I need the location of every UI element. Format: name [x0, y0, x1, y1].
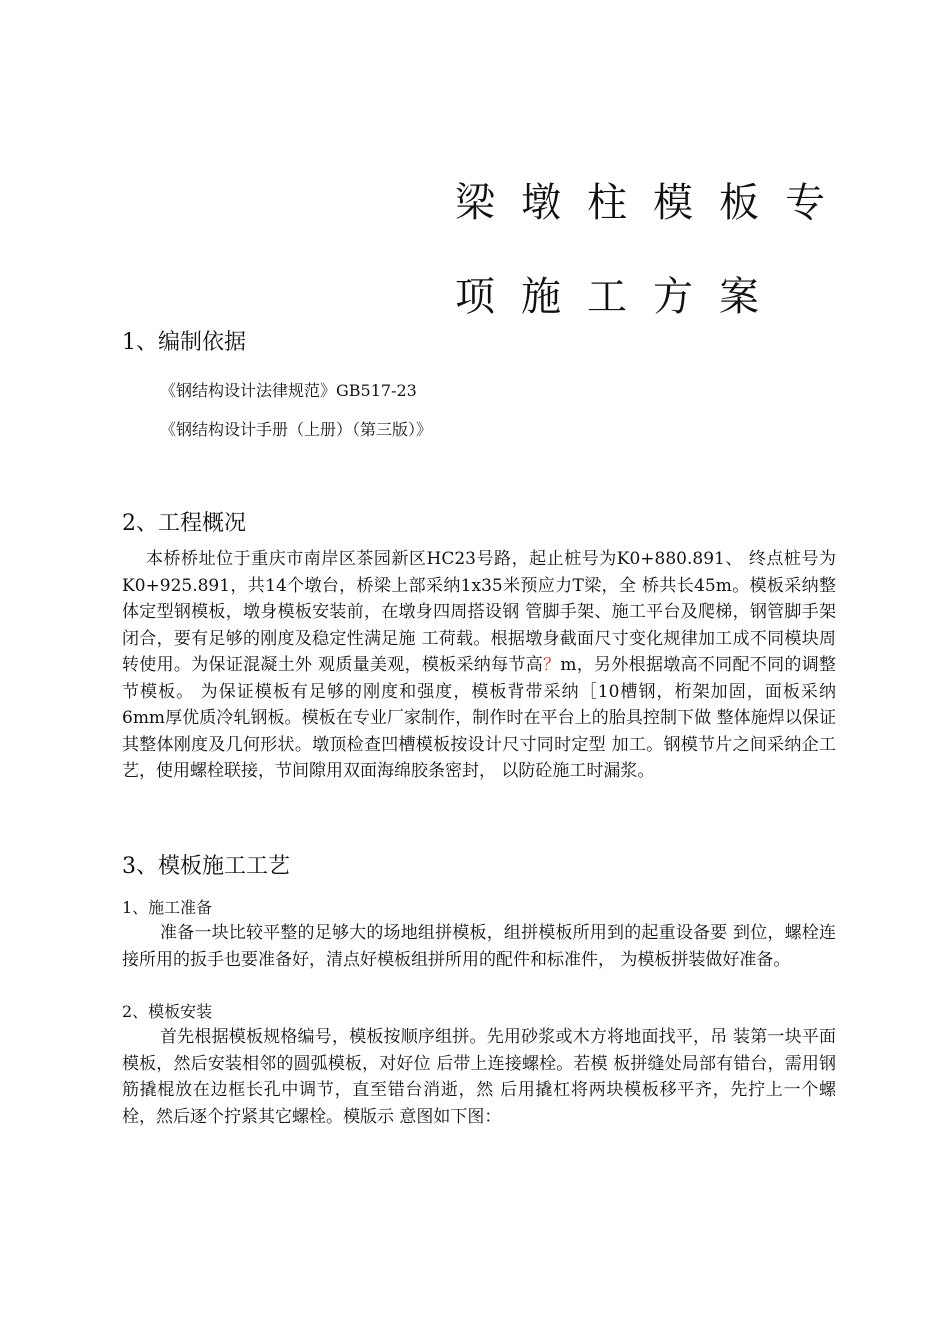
section-heading-basis: 1、编制依据 [122, 330, 246, 355]
subsection-heading-installation: 2、模板安装 [122, 1002, 213, 1021]
overview-text-part: 本桥桥址位于重庆市南岸区茶园新区HC23号路，起止桩号为K0+880.891、 终点桩号为K0+925.891，共14个墩台，桥梁上部采纳1x35米预应力T梁，全 桥共长45m。模板采纳整体定型钢模板，墩身模板安装前，在墩身四周搭设钢 管脚手架、施工平台及爬梯，钢管脚手架闭合，要有足够的刚度及稳定性满足施 工荷载。根据墩身截面尺寸变化规律加工成不同模块周转使用。为保证混凝土外 观质量美观，模板采纳每节高 [122, 549, 836, 675]
document-title-line-2: 项施工方案 [455, 274, 785, 320]
installation-paragraph: 首先根据模板规格编号，模板按顺序组拼。先用砂浆或木方将地面找平，吊 装第一块平面模板，然后安装相邻的圆弧模板，对好位 后带上连接螺栓。若模 板拼缝处局部有错台，需用钢筋撬棍放在边框长孔中调节，直至错台消逝，然 后用撬杠将两块模板移平齐，先拧上一个螺栓，然后逐个拧紧其它螺栓。模版示 意图如下图： [122, 1027, 836, 1127]
section-heading-overview: 2、工程概况 [122, 511, 246, 536]
unknown-value-marker: ？ [543, 655, 561, 675]
preparation-paragraph: 准备一块比较平整的足够大的场地组拼模板，组拼模板所用到的起重设备要 到位，螺栓连接所用的扳手也要准备好，清点好模板组拼所用的配件和标准件， 为模板拼装做好准备。 [122, 923, 836, 970]
overview-paragraph [122, 546, 836, 785]
reference-item: 《钢结构设计手册（上册）（第三版）》 [160, 420, 433, 439]
overview-text-part: m，另外根据墩高不同配不同的调整节模板。 为保证模板有足够的刚度和强度，模板背带采纳［10槽钢，桁架加固，面板采纳 6mm厚优质冷轧钢板。模板在专业厂家制作，制作时在平台上的胎具控制下做 整体施焊以保证其整体刚度及几何形状。墩顶检查凹槽模板按设计尺寸同时定型 加工。钢模节片之间采纳企工艺，使用螺栓联接，节间隙用双面海绵胶条密封， 以防砼施工时漏浆。 [122, 655, 837, 781]
section-heading-process: 3、模板施工工艺 [122, 854, 290, 879]
reference-item: 《钢结构设计法律规范》GB517-23 [160, 381, 417, 400]
document-title-line-1: 梁墩柱模板专 [455, 180, 851, 226]
subsection-heading-preparation: 1、施工准备 [122, 898, 213, 917]
